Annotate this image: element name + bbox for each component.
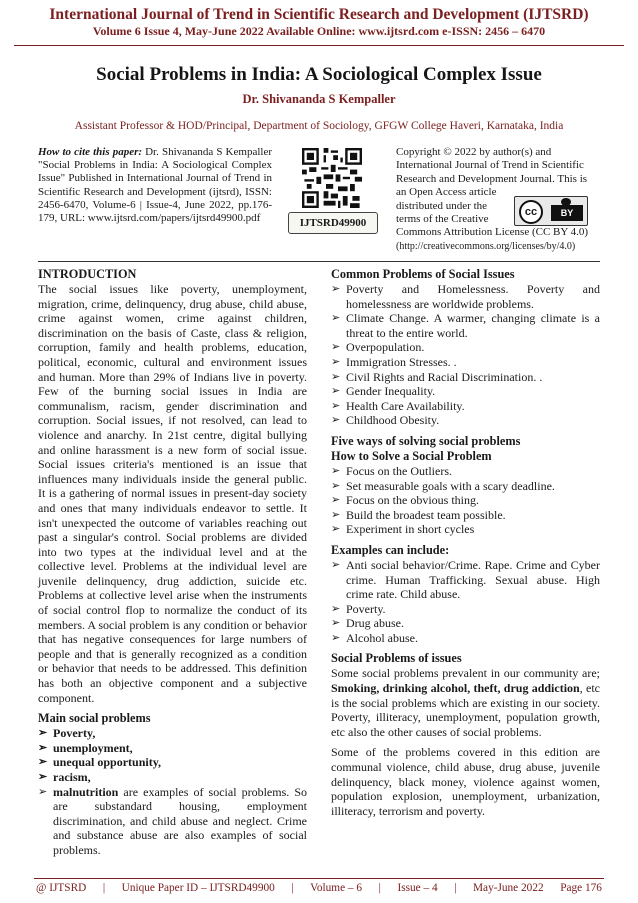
citation-label: How to cite this paper: (38, 146, 143, 158)
author-name: Dr. Shivananda S Kempaller (242, 92, 396, 106)
header-divider (14, 45, 624, 46)
list-item (331, 464, 600, 479)
journal-header (14, 6, 624, 39)
list-item-text: Health Care Availability. (346, 398, 465, 413)
qr-block (278, 148, 388, 242)
arrow-bullet-icon: ➢ (38, 727, 48, 740)
arrow-bullet-icon: ➢ (331, 370, 341, 383)
list-item (331, 616, 600, 631)
arrow-bullet-icon: ➢ (331, 602, 341, 615)
list-item (38, 770, 307, 785)
list-item-text: Civil Rights and Racial Discrimination. . (346, 369, 543, 384)
arrow-bullet-icon: ➢ (38, 785, 48, 798)
list-item-text: Alcohol abuse. (346, 630, 418, 645)
footer-paper-id: Unique Paper ID – IJTSRD49900 (121, 882, 275, 894)
left-column (38, 267, 307, 864)
arrow-bullet-icon: ➢ (331, 414, 341, 427)
issues-bold-text: Smoking, drinking alcohol, theft, drug addiction (331, 681, 580, 696)
list-item-text: Immigration Stresses. . (346, 354, 457, 369)
introduction-paragraph: The social issues like poverty, unemployment, migration, crime, delinquency, drug abuse, child abuse, crime against women, crime against children, discrimination on the basis of Caste, class & religion, corruption, family and health problems, education, political, economic, cultural and environment issues and human. More than 29% of Indians live in poverty. Few of the burning social issues in India are communalism, racism, gender discrimination and corruption. Social issues, if not resolved, can lead to violence and anarchy. In 21st centre, digital bullying and online harassment is a new form of social issue. Social issues criteria's mentioned is an issue that influences many individuals inside the general public. It is a gathering of normal issues in present-day society and ones that many individuals endeavor to settle. It isn't unexpected the outcome of variables reaching out past a singular's control. Social problems are divided into two types at the individual level and at the collective level. Problems at the individual level are juvenile delinquency, drug addiction, suicide etc. Problems at collective level arise when the instruments of social control flop to normalize the conduct of its members. A social problem is any condition or behavior that has negative consequences for large numbers of people and that is generally recognized as a condition or behavior that needs to be addressed. This definition has both an objective component and a subjective component. (38, 282, 307, 705)
list-item-text: Anti social behavior/Crime. Rape. Crime and Cyber crime. Human Trafficking. Sexual abuse. High crime rate. Child abuse. (346, 557, 600, 602)
issues-text: , etc is the social problems which are existing in our society. Poverty, illiteracy, unemployment, population growth, etc also the other causes of social problems. (331, 681, 600, 739)
list-item-text: Drug abuse. (346, 616, 404, 631)
footer-separator: | (102, 882, 106, 894)
list-item (331, 479, 600, 494)
list-item-bold: malnutrition (53, 784, 119, 799)
list-item (331, 602, 600, 617)
list-item-text: Experiment in short cycles (346, 522, 475, 537)
introduction-heading: INTRODUCTION (38, 267, 137, 281)
list-item (331, 384, 600, 399)
examples-list (331, 558, 600, 646)
list-item (38, 755, 307, 770)
list-item-text: Build the broadest team possible. (346, 507, 506, 522)
list-item-text: Focus on the Outliers. (346, 463, 452, 478)
issues-text: Some social problems prevalent in our community are; (331, 666, 600, 681)
list-item-text: unequal opportunity, (53, 755, 162, 770)
copyright-line: terms of the Creative (396, 213, 489, 226)
list-item (331, 522, 600, 537)
examples-heading: Examples can include: (331, 542, 450, 557)
list-item (331, 558, 600, 602)
five-ways-heading: Five ways of solving social problems (331, 433, 521, 448)
list-item (331, 311, 600, 340)
list-item-text: Climate Change. A warmer, changing climate is a threat to the entire world. (346, 311, 600, 340)
list-item (331, 340, 600, 355)
copyright-line: Commons Attribution License (CC BY 4.0) (396, 226, 589, 239)
arrow-bullet-icon: ➢ (331, 494, 341, 507)
arrow-bullet-icon: ➢ (331, 341, 341, 354)
issues-heading: Social Problems of issues (331, 651, 462, 666)
list-item-text: Set measurable goals with a scary deadline. (346, 478, 555, 493)
main-problems-heading: Main social problems (38, 711, 151, 726)
list-item (331, 282, 600, 311)
footer-page-number: Page 176 (560, 882, 602, 894)
license-url: (http://creativecommons.org/licenses/by/4.0) (396, 240, 576, 252)
common-problems-list (331, 282, 600, 428)
list-item-text: Poverty. (346, 601, 386, 616)
list-item-text: unemployment, (53, 740, 133, 755)
copyright-line: Research and Development Journal. This is (396, 172, 588, 185)
section-divider (38, 261, 600, 262)
arrow-bullet-icon: ➢ (331, 558, 341, 571)
footer-date: May-June 2022 (473, 882, 544, 894)
list-item-text: Focus on the obvious thing. (346, 493, 480, 508)
arrow-bullet-icon: ➢ (38, 741, 48, 754)
footer-divider (34, 878, 604, 879)
arrow-bullet-icon: ➢ (38, 771, 48, 783)
arrow-bullet-icon: ➢ (331, 355, 341, 368)
footer-issue: Issue – 4 (397, 882, 438, 894)
copyright-line: distributed under the (396, 199, 488, 212)
arrow-bullet-icon: ➢ (331, 464, 341, 477)
citation-block (38, 146, 272, 225)
arrow-bullet-icon: ➢ (331, 523, 341, 536)
paper-title: Social Problems in India: A Sociological Complex Issue (96, 64, 542, 85)
closing-paragraph: Some of the problems covered in this edition are communal violence, child abuse, drug abuse, juvenile delinquency, black money, violence against women, population explosion, unemployment, urbanization, illiteracy, terrorism and poverty. (331, 745, 600, 818)
list-item-text: Overpopulation. (346, 340, 425, 355)
footer-separator: | (454, 882, 457, 894)
list-item-text: racism, (53, 770, 91, 784)
list-item (331, 413, 600, 428)
list-item-text: Gender Inequality. (346, 384, 436, 399)
list-item (331, 631, 600, 646)
author-affiliation: Assistant Professor & HOD/Principal, Department of Sociology, GFGW College Haveri, Karnataka, India (74, 120, 564, 132)
list-item (331, 508, 600, 523)
list-item (38, 741, 307, 756)
common-problems-heading: Common Problems of Social Issues (331, 267, 515, 281)
copyright-line: Copyright © 2022 by author(s) and (396, 146, 552, 158)
journal-issue-line: Volume 6 Issue 4, May-June 2022 Available Online: www.ijtsrd.com e-ISSN: 2456 – 6470 (92, 24, 546, 38)
arrow-bullet-icon: ➢ (331, 508, 341, 521)
citation-text: Dr. Shivananda S Kempaller "Social Problems in India: A Sociological Complex Issue" Published in International Journal of Trend in Scientific Research and Development (ijtsrd), ISSN: 2456-6470, Volume-6 | Issue-4, June 2022, pp.176-179, URL: www.ijtsrd.com/papers/ijtsrd49900.pdf (38, 146, 272, 225)
page-footer (36, 882, 602, 894)
footer-volume: Volume – 6 (310, 882, 363, 894)
arrow-bullet-icon: ➢ (331, 385, 341, 398)
list-item-text: are examples of social problems. So are substandard housing, employment discrimination, and child abuse and neglect. Crime and substance abuse are also examples of social problems. (53, 784, 307, 857)
arrow-bullet-icon: ➢ (331, 617, 341, 630)
qr-code-icon (302, 148, 362, 208)
cc-icon: cc (519, 200, 543, 224)
paper-id-label: IJTSRD49900 (288, 212, 378, 234)
list-item (331, 493, 600, 508)
list-item (331, 370, 600, 385)
list-item (38, 785, 307, 858)
right-column (331, 267, 600, 824)
cc-by-license-icon (514, 196, 588, 226)
list-item-text: Childhood Obesity. (346, 413, 440, 428)
list-item (331, 355, 600, 370)
list-item-text: Poverty, (53, 726, 96, 741)
footer-journal: @ IJTSRD (36, 882, 87, 894)
list-item (331, 399, 600, 414)
arrow-bullet-icon: ➢ (331, 399, 341, 412)
arrow-bullet-icon: ➢ (331, 631, 341, 644)
solve-list (331, 464, 600, 537)
arrow-bullet-icon: ➢ (38, 756, 48, 769)
by-label: BY (551, 205, 583, 221)
issues-paragraph (331, 666, 600, 739)
copyright-line: International Journal of Trend in Scientific (396, 159, 584, 172)
list-item-text: Poverty and Homelessness. Poverty and homelessness are worldwide problems. (346, 282, 600, 311)
footer-separator: | (291, 882, 294, 894)
how-to-solve-heading: How to Solve a Social Problem (331, 448, 492, 463)
list-item (38, 726, 307, 741)
main-problems-list (38, 726, 307, 857)
copyright-line: an Open Access article (396, 186, 497, 199)
footer-separator: | (378, 882, 381, 894)
arrow-bullet-icon: ➢ (331, 312, 341, 325)
arrow-bullet-icon: ➢ (331, 283, 341, 295)
journal-name: International Journal of Trend in Scientific Research and Development (IJTSRD) (49, 6, 589, 23)
arrow-bullet-icon: ➢ (331, 479, 341, 492)
